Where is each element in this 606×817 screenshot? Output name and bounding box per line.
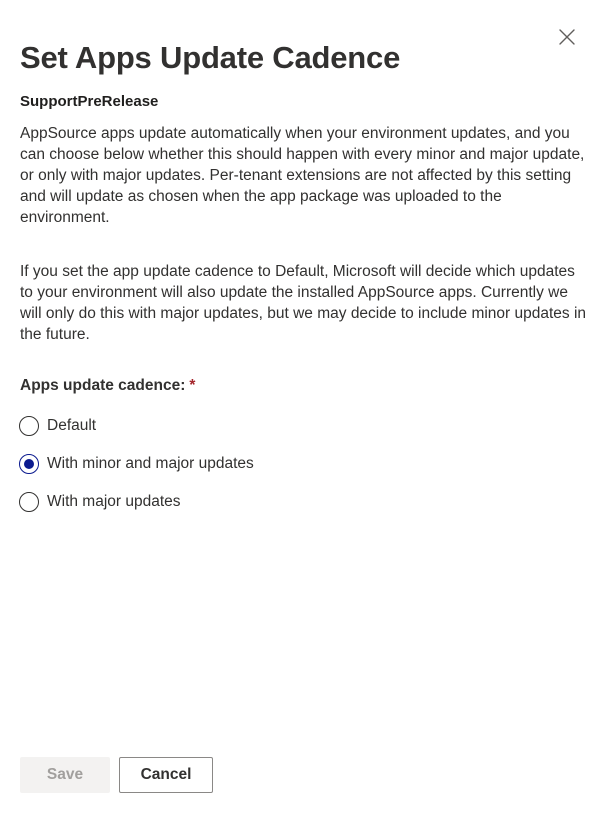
required-marker: * — [189, 377, 196, 394]
radio-label-minor-and-major: With minor and major updates — [47, 455, 254, 472]
close-icon — [559, 29, 575, 45]
radio-option-default[interactable] — [19, 413, 96, 439]
panel-title: Set Apps Update Cadence — [20, 40, 401, 75]
radio-button-default[interactable] — [19, 416, 39, 436]
radio-option-minor-and-major[interactable] — [19, 451, 254, 477]
cadence-field-label — [20, 377, 195, 395]
radio-label-default: Default — [47, 417, 97, 434]
radio-selected-dot — [24, 459, 34, 469]
environment-name: SupportPreRelease — [20, 93, 159, 110]
cadence-label-text: Apps update cadence: — [20, 377, 186, 394]
radio-label-major: With major updates — [47, 493, 181, 510]
close-button[interactable] — [554, 24, 580, 50]
description-paragraph-2: If you set the app update cadence to Default, Microsoft will decide which updates to your environment will also update the installed AppSource apps. Currently we will only do this with major updates, but we may decide to include minor updates in the future. — [20, 263, 587, 343]
radio-button-major[interactable] — [19, 492, 39, 512]
save-button[interactable]: Save — [20, 757, 110, 793]
cancel-button[interactable]: Cancel — [119, 757, 213, 793]
description-paragraph-1: AppSource apps update automatically when your environment updates, and you can choose below whether this should happen with every minor and major update, or only with major updates. Per-tenant extensions are not affected by this setting and will update as chosen when the app package was uploaded to the environment. — [20, 125, 585, 226]
radio-option-major[interactable] — [19, 489, 181, 515]
radio-button-minor-and-major[interactable] — [19, 454, 39, 474]
